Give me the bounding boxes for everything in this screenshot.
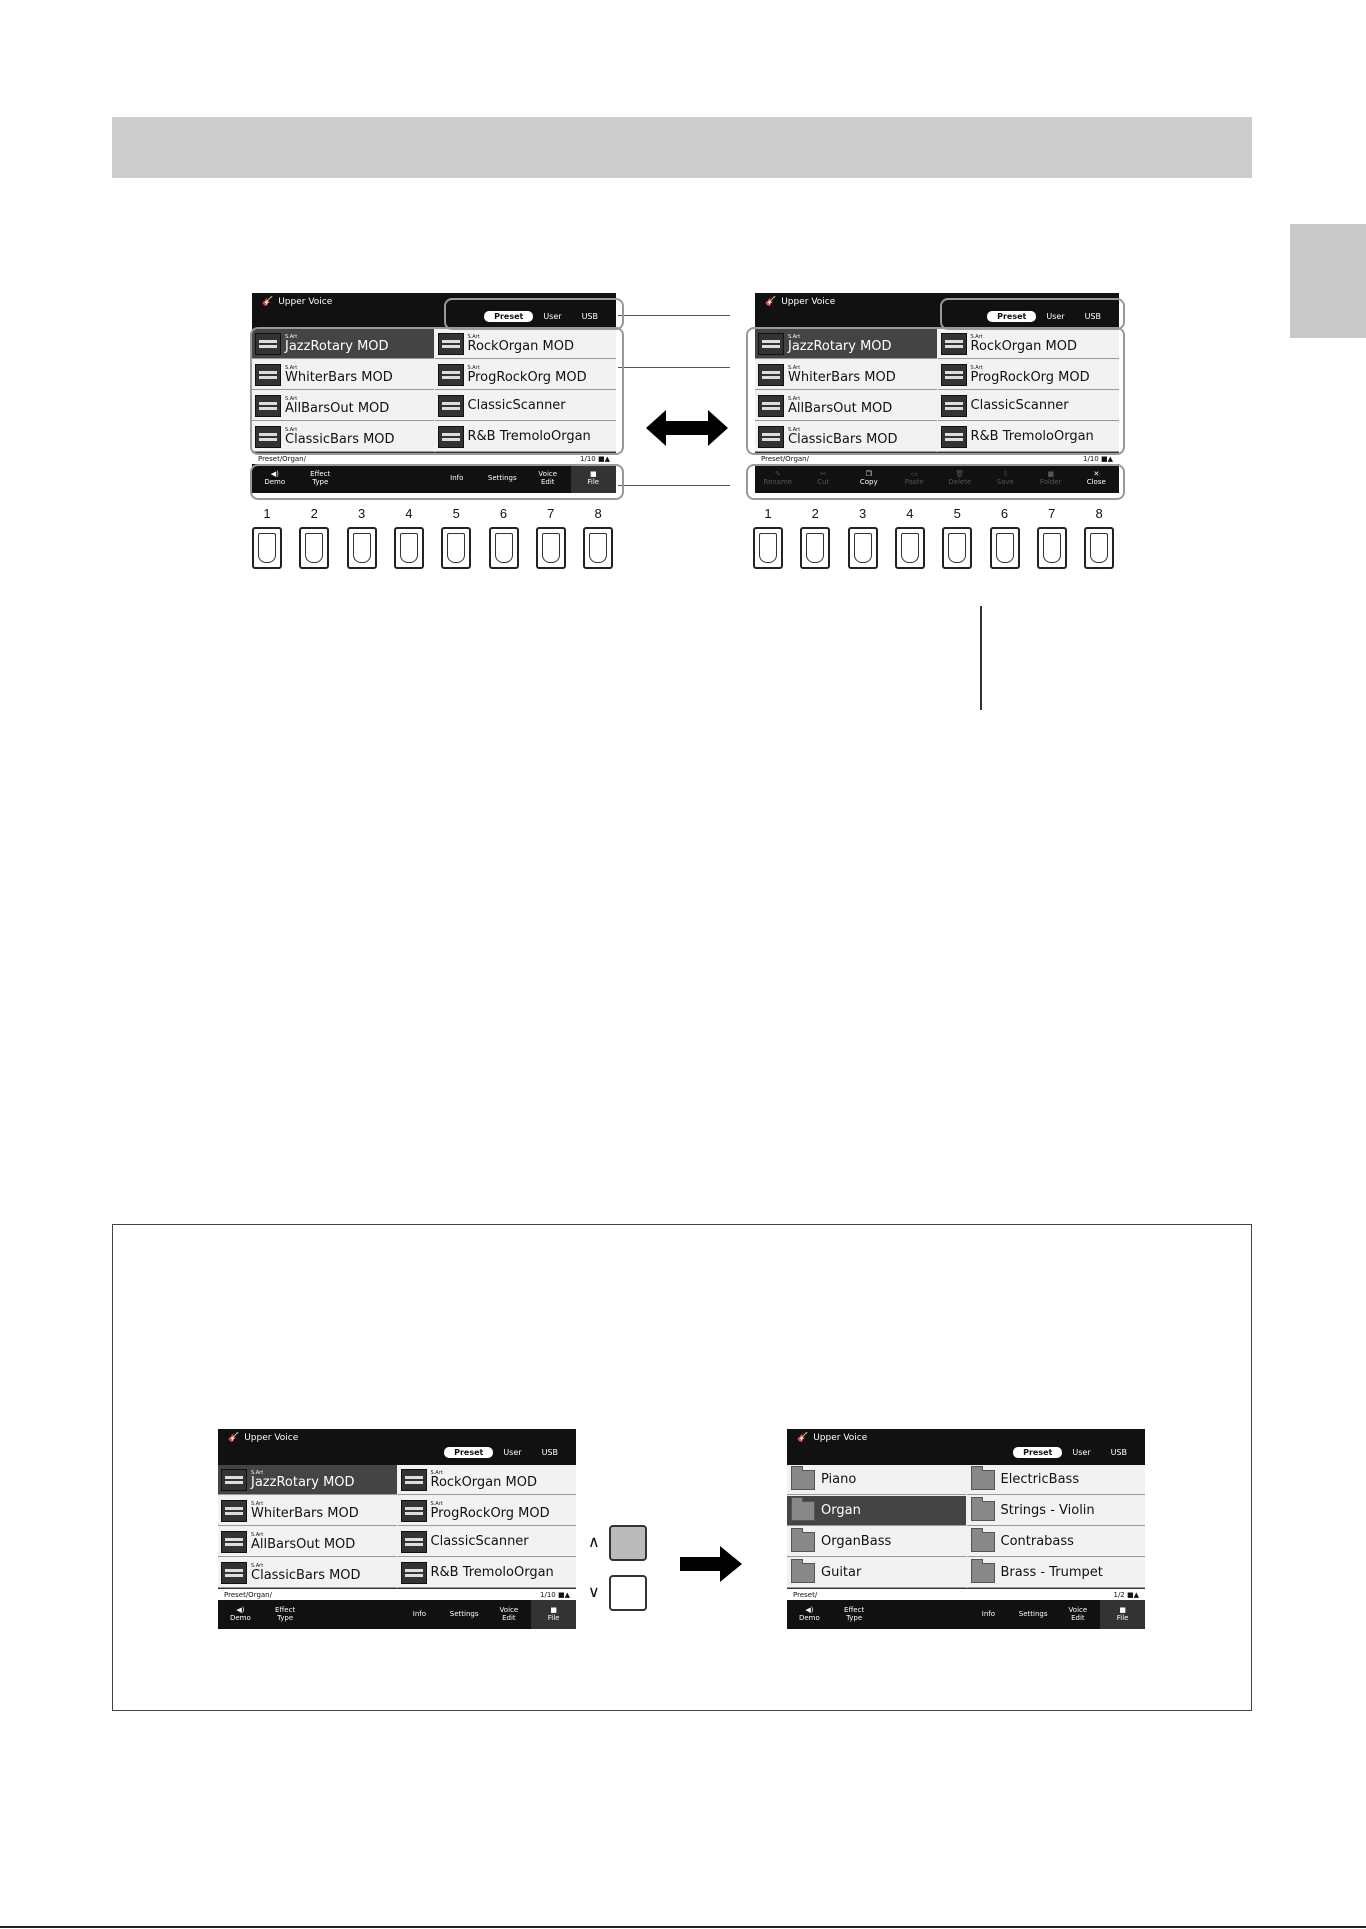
page-indicator: 1/2 ■▲ <box>1113 1590 1139 1599</box>
function-button-line1: Settings <box>487 473 517 482</box>
voice-name: AllBarsOut MOD <box>285 400 390 416</box>
folder-up-icon[interactable]: ■▲ <box>558 1590 570 1599</box>
sart-label: S.Art <box>285 364 298 371</box>
function-button-line1: Effect <box>310 469 331 478</box>
folder-icon <box>791 1532 815 1552</box>
function-button-3[interactable] <box>877 1600 922 1629</box>
folder-icon <box>791 1563 815 1583</box>
left-number-label: 7 <box>547 506 555 521</box>
callout-buttons-a <box>250 464 624 500</box>
folder-icon <box>971 1532 995 1552</box>
folder-name: Contrabass <box>1000 1534 1074 1549</box>
organ-icon <box>221 1531 247 1553</box>
function-button-line2: File <box>1116 1613 1129 1622</box>
folder-item[interactable] <box>787 1465 966 1495</box>
tab-preset[interactable]: Preset <box>987 311 1036 322</box>
function-button-line1: ⇩ <box>1002 469 1009 478</box>
voice-name: RockOrgan MOD <box>467 338 574 354</box>
function-button-line1: Voice <box>538 469 558 478</box>
right-hardware-button-7[interactable] <box>1037 527 1067 569</box>
function-button-5[interactable] <box>397 1600 442 1629</box>
organ-icon <box>401 1562 427 1584</box>
page-bottom-rule <box>0 1926 1366 1928</box>
voice-name: WhiterBars MOD <box>788 369 896 385</box>
callout-vertical-line <box>980 606 982 710</box>
function-button-line2: Edit <box>1071 1613 1085 1622</box>
left-hardware-button-1[interactable] <box>252 527 282 569</box>
voice-name: JazzRotary MOD <box>251 1474 355 1490</box>
voice-name: R&B TremoloOrgan <box>970 429 1094 444</box>
function-button-line2: Paste <box>904 477 924 486</box>
function-button-7[interactable] <box>1056 1600 1101 1629</box>
sart-label: S.Art <box>788 333 801 340</box>
voice-item[interactable] <box>398 1496 577 1526</box>
guitar-icon: 🎸 <box>228 1433 240 1443</box>
voice-item[interactable] <box>218 1496 397 1526</box>
folder-icon <box>971 1501 995 1521</box>
voice-name: R&B TremoloOrgan <box>467 429 591 444</box>
function-button-line2: File <box>547 1613 560 1622</box>
voice-item[interactable] <box>398 1558 577 1588</box>
function-button-line2: Close <box>1086 477 1106 486</box>
right-number-label: 1 <box>764 506 772 521</box>
folder-icon <box>971 1563 995 1583</box>
left-hardware-button-5[interactable] <box>441 527 471 569</box>
function-button-line2: Demo <box>229 1613 251 1622</box>
folder-item[interactable] <box>787 1496 966 1526</box>
right-hardware-button-1[interactable] <box>753 527 783 569</box>
right-number-label: 2 <box>811 506 819 521</box>
path-bar <box>218 1588 576 1600</box>
function-button-line2: Demo <box>264 477 286 486</box>
folder-item[interactable] <box>967 1465 1146 1495</box>
folder-item[interactable] <box>787 1558 966 1588</box>
folder-name: OrganBass <box>821 1534 892 1549</box>
callout-leader-tabs <box>618 315 730 316</box>
path-text: Preset/Organ/ <box>761 454 809 463</box>
screen-title <box>797 1433 867 1443</box>
path-text: Preset/Organ/ <box>258 454 306 463</box>
function-button-8[interactable] <box>1100 1600 1145 1629</box>
tab-user[interactable]: User <box>1046 312 1065 321</box>
right-number-label: 8 <box>1095 506 1103 521</box>
guitar-icon: 🎸 <box>765 297 777 307</box>
sart-label: S.Art <box>285 426 298 433</box>
folder-name: Guitar <box>821 1565 862 1580</box>
touch-screen-screen_d <box>787 1429 1145 1629</box>
function-button-6[interactable] <box>442 1600 487 1629</box>
tab-usb[interactable]: USB <box>541 1448 558 1457</box>
right-number-label: 6 <box>1000 506 1009 521</box>
left-number-label: 3 <box>357 506 366 521</box>
function-button-line2: Edit <box>502 1613 516 1622</box>
organ-icon <box>401 1500 427 1522</box>
voice-name: JazzRotary MOD <box>788 338 892 354</box>
folder-name: Piano <box>821 1472 857 1487</box>
left-number-label: 1 <box>263 506 271 521</box>
function-button-line1: Voice <box>499 1605 519 1614</box>
voice-name: AllBarsOut MOD <box>251 1536 356 1552</box>
sart-label: S.Art <box>788 426 801 433</box>
function-button-line1: ▭ <box>910 469 918 478</box>
screen-title <box>228 1433 298 1443</box>
voice-list <box>218 1465 576 1588</box>
left-number-label: 5 <box>452 506 460 521</box>
folder-icon <box>971 1470 995 1490</box>
screen-title-text: Upper Voice <box>278 297 333 307</box>
callout-list-a <box>250 327 624 455</box>
folder-item[interactable] <box>967 1496 1146 1526</box>
screen-title-text: Upper Voice <box>813 1433 868 1443</box>
up-symbol: ∧ <box>588 1534 600 1551</box>
function-button-line2: Edit <box>540 477 555 486</box>
voice-name: ClassicBars MOD <box>788 431 898 447</box>
folder-name: Organ <box>821 1503 861 1518</box>
path-text: Preset/ <box>793 1590 818 1599</box>
tab-user[interactable]: User <box>503 1448 522 1457</box>
sart-label: S.Art <box>788 364 801 371</box>
left-hardware-button-8[interactable] <box>583 527 613 569</box>
callout-leader-list <box>618 367 730 368</box>
bidirectional-arrow-icon <box>646 408 728 448</box>
right-hardware-button-3[interactable] <box>848 527 878 569</box>
tab-preset[interactable]: Preset <box>444 1447 493 1458</box>
left-number-label: 2 <box>310 506 318 521</box>
function-button-7[interactable] <box>487 1600 532 1629</box>
sart-label: S.Art <box>251 1500 264 1507</box>
function-button-line1: ◀) <box>805 1605 814 1614</box>
left-number-label: 4 <box>405 506 413 521</box>
tab-preset[interactable]: Preset <box>1013 1447 1062 1458</box>
folder-item[interactable] <box>967 1527 1146 1557</box>
folder-name: ElectricBass <box>1000 1472 1080 1487</box>
right-hardware-button-5[interactable] <box>942 527 972 569</box>
function-button-line1: Settings <box>1018 1609 1048 1618</box>
function-button-line1: ◀) <box>236 1605 245 1614</box>
voice-item[interactable] <box>218 1465 397 1495</box>
screen-title <box>765 297 835 307</box>
right-hardware-button-4[interactable] <box>895 527 925 569</box>
function-button-line1: Settings <box>449 1609 479 1618</box>
function-button-line1: Info <box>450 473 464 482</box>
function-button-line1: Info <box>981 1609 995 1618</box>
organ-icon <box>401 1469 427 1491</box>
left-hardware-button-2[interactable] <box>299 527 329 569</box>
function-button-line1: ■ <box>589 469 597 478</box>
page-indicator: 1/10 ■▲ <box>1083 454 1113 463</box>
function-button-line1: ■ <box>1119 1605 1126 1614</box>
voice-name: RockOrgan MOD <box>430 1474 537 1490</box>
right-number-label: 4 <box>906 506 914 521</box>
function-button-line2: Rename <box>763 477 793 486</box>
right-number-label: 5 <box>953 506 961 521</box>
function-button-line1: ◀) <box>270 469 279 478</box>
callout-buttons-b <box>746 464 1125 500</box>
function-button-2[interactable] <box>263 1600 308 1629</box>
function-button-line2: Type <box>312 477 329 486</box>
touch-screen-screen_c <box>218 1429 576 1629</box>
tab-preset[interactable]: Preset <box>484 311 533 322</box>
voice-name: ProgRockOrg MOD <box>467 369 587 385</box>
function-button-5[interactable] <box>966 1600 1011 1629</box>
voice-name: ProgRockOrg MOD <box>430 1505 550 1521</box>
chapter-side-tab <box>1290 224 1366 338</box>
function-button-line1: ■ <box>1047 469 1055 478</box>
left-hardware-button-7[interactable] <box>536 527 566 569</box>
sart-label: S.Art <box>251 1531 264 1538</box>
sart-label: S.Art <box>285 333 298 340</box>
sart-label: S.Art <box>970 364 983 371</box>
screen-title <box>262 297 332 307</box>
folder-item[interactable] <box>787 1527 966 1557</box>
folder-icon <box>791 1501 815 1521</box>
function-button-line2: Folder <box>1039 477 1062 486</box>
callout-tabs-a <box>444 298 624 330</box>
function-button-line1: Info <box>412 1609 426 1618</box>
right-arrow-icon <box>680 1544 742 1584</box>
section-header-band <box>112 117 1252 178</box>
left-hardware-button-6[interactable] <box>489 527 519 569</box>
right-hardware-button-2[interactable] <box>800 527 830 569</box>
guitar-icon: 🎸 <box>262 297 274 307</box>
up-button[interactable] <box>609 1525 647 1561</box>
sart-label: S.Art <box>285 395 298 402</box>
source-tabs <box>1013 1447 1137 1458</box>
path-text: Preset/Organ/ <box>224 1590 272 1599</box>
voice-name: AllBarsOut MOD <box>788 400 893 416</box>
organ-icon <box>221 1500 247 1522</box>
callout-leader-buttons <box>618 485 730 486</box>
callout-list-b <box>746 327 1125 455</box>
voice-name: ClassicScanner <box>970 398 1069 413</box>
sart-label: S.Art <box>970 333 983 340</box>
function-button-line2: Cut <box>817 477 830 486</box>
down-button[interactable] <box>609 1575 647 1611</box>
function-button-2[interactable] <box>832 1600 877 1629</box>
function-button-line1: ✎ <box>774 469 781 478</box>
screen-title-text: Upper Voice <box>244 1433 299 1443</box>
function-button-line2: Save <box>996 477 1014 486</box>
function-button-line2: Delete <box>948 477 972 486</box>
page-indicator: 1/10 ■▲ <box>540 1590 570 1599</box>
function-button-6[interactable] <box>1011 1600 1056 1629</box>
right-number-label: 7 <box>1048 506 1056 521</box>
function-button-line2: Type <box>846 1613 863 1622</box>
source-tabs <box>444 1447 568 1458</box>
function-button-line1: Voice <box>1068 1605 1088 1614</box>
function-buttons <box>787 1600 1145 1629</box>
sart-label: S.Art <box>251 1562 264 1569</box>
left-hardware-button-4[interactable] <box>394 527 424 569</box>
organ-icon <box>401 1531 427 1553</box>
function-button-line1: ❐ <box>865 469 872 478</box>
sart-label: S.Art <box>430 1469 443 1476</box>
function-button-8[interactable] <box>531 1600 576 1629</box>
voice-item[interactable] <box>218 1527 397 1557</box>
function-button-line1: ✕ <box>1093 469 1100 478</box>
function-button-4[interactable] <box>352 1600 397 1629</box>
organ-icon <box>221 1562 247 1584</box>
left-hardware-button-3[interactable] <box>347 527 377 569</box>
voice-name: RockOrgan MOD <box>970 338 1077 354</box>
tab-user[interactable]: User <box>1072 1448 1091 1457</box>
voice-name: ClassicBars MOD <box>285 431 395 447</box>
screen-title-text: Upper Voice <box>781 297 836 307</box>
sart-label: S.Art <box>788 395 801 402</box>
function-button-line1: ✂ <box>820 469 827 478</box>
voice-item[interactable] <box>398 1527 577 1557</box>
tab-usb[interactable]: USB <box>1084 312 1101 321</box>
right-hardware-button-8[interactable] <box>1084 527 1114 569</box>
sart-label: S.Art <box>467 333 480 340</box>
folder-name: Brass - Trumpet <box>1000 1565 1103 1580</box>
down-symbol: ∨ <box>588 1584 600 1601</box>
voice-name: ProgRockOrg MOD <box>970 369 1090 385</box>
function-button-line2: Copy <box>859 477 878 486</box>
tab-usb[interactable]: USB <box>581 312 598 321</box>
organ-icon <box>221 1469 247 1491</box>
right-hardware-button-6[interactable] <box>990 527 1020 569</box>
folder-name: Strings - Violin <box>1000 1503 1095 1518</box>
voice-name: WhiterBars MOD <box>285 369 393 385</box>
sart-label: S.Art <box>251 1469 264 1476</box>
function-button-1[interactable] <box>787 1600 832 1629</box>
voice-name: JazzRotary MOD <box>285 338 389 354</box>
voice-name: WhiterBars MOD <box>251 1505 359 1521</box>
sart-label: S.Art <box>467 364 480 371</box>
function-button-line1: Effect <box>844 1605 865 1614</box>
folder-item[interactable] <box>967 1558 1146 1588</box>
voice-name: ClassicScanner <box>430 1534 529 1549</box>
folder-icon <box>791 1470 815 1490</box>
voice-list <box>787 1465 1145 1588</box>
folder-up-icon[interactable]: ■▲ <box>1101 454 1113 463</box>
folder-up-icon[interactable]: ■▲ <box>598 454 610 463</box>
function-button-line2: File <box>587 477 600 486</box>
right-number-label: 3 <box>858 506 867 521</box>
folder-up-icon[interactable]: ■▲ <box>1127 1590 1139 1599</box>
function-button-line1: Effect <box>275 1605 296 1614</box>
function-button-line1: 🗑 <box>955 469 965 478</box>
function-button-3[interactable] <box>308 1600 353 1629</box>
function-button-line1: ■ <box>550 1605 557 1614</box>
tab-usb[interactable]: USB <box>1110 1448 1127 1457</box>
left-number-label: 8 <box>594 506 602 521</box>
tab-user[interactable]: User <box>543 312 562 321</box>
page-indicator: 1/10 ■▲ <box>580 454 610 463</box>
sart-label: S.Art <box>430 1500 443 1507</box>
function-button-line2: Demo <box>798 1613 820 1622</box>
function-button-4[interactable] <box>921 1600 966 1629</box>
voice-name: ClassicBars MOD <box>251 1567 361 1583</box>
path-bar <box>787 1588 1145 1600</box>
function-button-line2: Type <box>277 1613 294 1622</box>
function-button-1[interactable] <box>218 1600 263 1629</box>
left-number-label: 6 <box>499 506 508 521</box>
voice-item[interactable] <box>398 1465 577 1495</box>
voice-item[interactable] <box>218 1558 397 1588</box>
guitar-icon: 🎸 <box>797 1433 809 1443</box>
function-buttons <box>218 1600 576 1629</box>
voice-name: ClassicScanner <box>467 398 566 413</box>
voice-name: R&B TremoloOrgan <box>430 1565 554 1580</box>
callout-tabs-b <box>940 298 1125 330</box>
